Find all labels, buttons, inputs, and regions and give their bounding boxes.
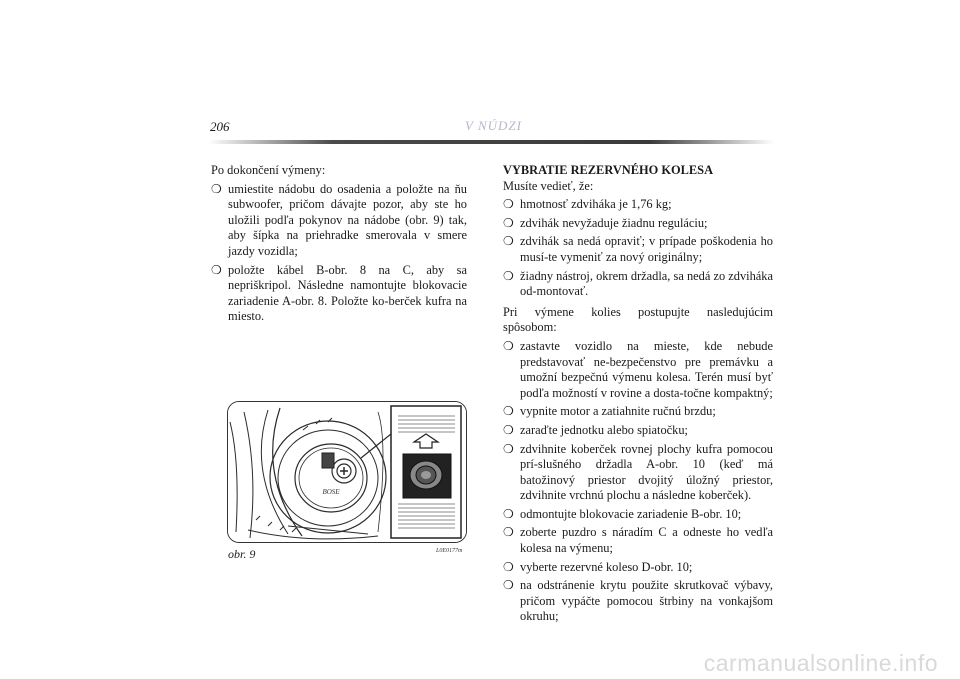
section-title: V NÚDZI xyxy=(465,118,522,133)
bullet-item xyxy=(503,339,773,401)
right-intro-2: Pri výmene kolies postupujte nasledujúcim spôsobom: xyxy=(503,304,773,335)
bullet-icon: ❍ xyxy=(503,197,514,212)
bullet-text: vyberte rezervné koleso D-obr. 10; xyxy=(520,559,693,574)
figure-code: L0E0177m xyxy=(436,548,463,554)
bullet-text: hmotnosť zdviháka je 1,76 kg; xyxy=(520,197,672,212)
bullet-icon: ❍ xyxy=(503,559,514,574)
bullet-text: vypnite motor a zatiahnite ručnú brzdu; xyxy=(520,404,716,419)
bullet-item xyxy=(503,442,773,504)
bullet-text: zdvihák sa nedá opraviť; v prípade poškodenia ho musí-te vymeniť za nový originálny; xyxy=(520,234,773,264)
bullet-icon: ❍ xyxy=(503,525,514,540)
bullet-item xyxy=(503,269,773,300)
bullet-icon: ❍ xyxy=(503,338,514,353)
bullet-icon: ❍ xyxy=(503,578,514,593)
bullet-text: zdvihák nevyžaduje žiadnu reguláciu; xyxy=(520,215,708,230)
speaker-brand-label: BOSE xyxy=(322,488,340,496)
bullet-item xyxy=(503,507,773,523)
bullet-text: zoberte puzdro s náradím C a odneste ho vedľa kolesa na výmenu; xyxy=(520,525,773,556)
bullet-icon: ❍ xyxy=(503,234,514,249)
bullet-text: zdvihnite koberček rovnej plochy kufra pomocou prí-slušného držadla A-obr. 10 (keď má batožinový priestor dvojitý úložný priestor, zdvihnite vrchnú plochu a následne koberček). xyxy=(520,441,773,503)
bullet-item xyxy=(503,525,773,556)
bullet-icon: ❍ xyxy=(503,441,514,456)
bullet-item xyxy=(503,560,773,576)
right-heading: VYBRATIE REZERVNÉHO KOLESA xyxy=(503,163,714,177)
page-number: 206 xyxy=(210,119,230,134)
bullet-item xyxy=(503,234,773,265)
bullet-icon: ❍ xyxy=(503,404,514,419)
bullet-item xyxy=(211,182,467,260)
bullet-icon: ❍ xyxy=(211,181,222,196)
figure-caption: obr. 9 xyxy=(228,547,256,561)
bullet-icon: ❍ xyxy=(503,506,514,521)
bullet-icon: ❍ xyxy=(503,268,514,283)
bullet-text: položte kábel B-obr. 8 na C, aby sa nepriškripol. Následne namontujte blokovacie zariadenie A-obr. 8. Položte ko-berček kufra na miesto. xyxy=(228,262,467,324)
bullet-text: odmontujte blokovacie zariadenie B-obr. 10; xyxy=(520,506,742,521)
bullet-item xyxy=(503,404,773,420)
bullet-text: zastavte vozidlo na mieste, kde nebude predstavovať ne-bezpečenstvo pre premávku a umožní bezpečnú výmenu kolesa. Terén musí byť podľa možností v rovine a dosta-točne kompaktný; xyxy=(520,338,773,400)
bullet-icon: ❍ xyxy=(503,215,514,230)
header-rule xyxy=(208,140,774,144)
right-intro-1: Musíte vedieť, že: xyxy=(503,178,594,193)
right-column xyxy=(503,163,773,628)
spare-wheel-illustration xyxy=(228,402,466,542)
bullet-text: na odstránenie krytu použite skrutkovač výbavy, pričom vypáčte pomocou štrbiny na vonkajšom okruhu; xyxy=(520,578,773,624)
bullet-text: umiestite nádobu do osadenia a položte na ňu subwoofer, pričom dávajte pozor, aby ste ho uložili podľa pokynov na nádobe (obr. 9) tak, aby šípka na priehradke smerovala v smere jazdy vozidla; xyxy=(228,181,467,258)
bullet-item xyxy=(503,423,773,439)
watermark: carmanualsonline.info xyxy=(703,650,938,676)
bullet-item xyxy=(503,578,773,625)
bullet-icon: ❍ xyxy=(503,422,514,437)
left-column xyxy=(211,163,467,328)
left-intro: Po dokončení výmeny: xyxy=(211,163,326,177)
figure-spare-wheel-subwoofer xyxy=(227,401,467,543)
bullet-icon: ❍ xyxy=(211,262,222,277)
bullet-text: žiadny nástroj, okrem držadla, sa nedá zo zdviháka od-montovať. xyxy=(520,268,773,299)
bullet-text: zaraďte jednotku alebo spiatočku; xyxy=(520,422,688,437)
bullet-item xyxy=(211,263,467,325)
bullet-item xyxy=(503,197,773,213)
bullet-item xyxy=(503,216,773,232)
